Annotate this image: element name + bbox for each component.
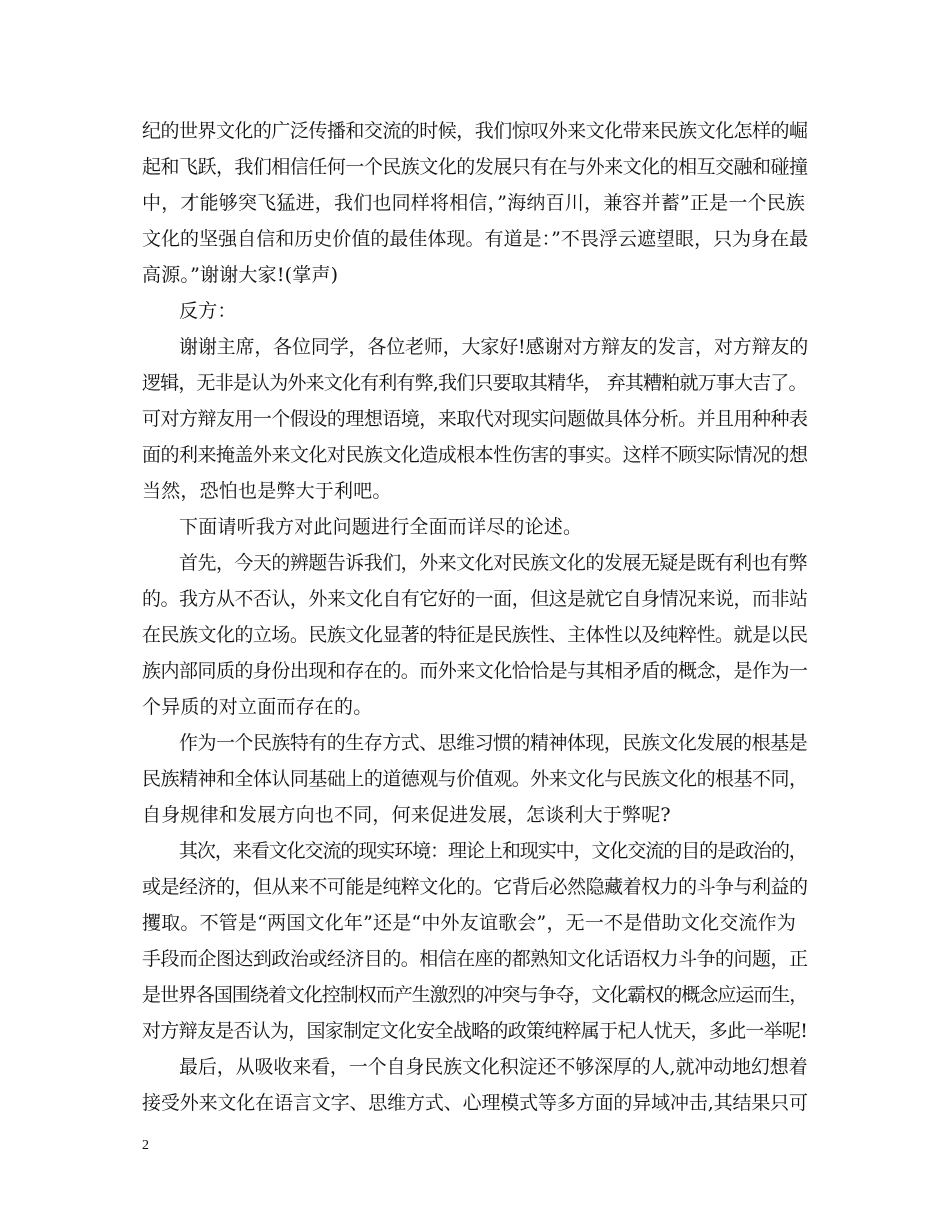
text-line: 首先，今天的辨题告诉我们，外来文化对民族文化的发展无疑是既有利也有弊 xyxy=(179,552,808,574)
text-line: 谢谢主席，各位同学，各位老师，大家好!感谢对方辩友的发言，对方辩友的 xyxy=(179,336,809,358)
text-line: 手段而企图达到政治或经济目的。相信在座的都熟知文化话语权力斗争的问题，正 xyxy=(142,948,808,970)
text-line: 对方辩友是否认为，国家制定文化安全战略的政策纯粹属于杞人忧天，多此一举呢! xyxy=(142,1020,808,1042)
text-line: 自身规律和发展方向也不同，何来促进发展，怎谈利大于弊呢? xyxy=(142,804,671,826)
text-line: 接受外来文化在语言文字、思维方式、心理模式等多方面的异域冲击,其结果只可 xyxy=(142,1092,808,1114)
text-line: 起和飞跃，我们相信任何一个民族文化的发展只有在与外来文化的相互交融和碰撞 xyxy=(142,156,808,178)
text-line: 或是经济的，但从来不可能是纯粹文化的。它背后必然隐藏着权力的斗争与利益的 xyxy=(142,876,808,898)
speaker-label: 反方： xyxy=(179,300,237,322)
text-line: 个异质的对立面而存在的。 xyxy=(142,696,373,718)
text-line: 可对方辩友用一个假设的理想语境，来取代对现实问题做具体分析。并且用种种表 xyxy=(142,408,808,430)
text-line: 其次，来看文化交流的现实环境：理论上和现实中，文化交流的目的是政治的， xyxy=(179,840,807,862)
text-line: 文化的坚强自信和历史价值的最佳体现。有道是：”不畏浮云遮望眼，只为身在最 xyxy=(142,228,809,250)
text-line: 是世界各国围绕着文化控制权而产生激烈的冲突与争夺，文化霸权的概念应运而生， xyxy=(142,984,808,1006)
text-line: 的。我方从不否认，外来文化自有它好的一面，但这是就它自身情况来说，而非站 xyxy=(142,588,808,610)
text-line: 攫取。不管是“两国文化年”还是“中外友谊歌会”，无一不是借助文化交流作为 xyxy=(142,912,797,934)
text-line: 面的利来掩盖外来文化对民族文化造成根本性伤害的事实。这样不顾实际情况的想 xyxy=(142,444,808,466)
text-line: 民族精神和全体认同基础上的道德观与价值观。外来文化与民族文化的根基不同， xyxy=(142,768,808,790)
text-line: 下面请听我方对此问题进行全面而详尽的论述。 xyxy=(179,516,583,538)
text-line: 最后，从吸收来看，一个自身民族文化积淀还不够深厚的人,就冲动地幻想着 xyxy=(179,1056,808,1078)
text-line: 纪的世界文化的广泛传播和交流的时候，我们惊叹外来文化带来民族文化怎样的崛 xyxy=(142,120,808,142)
text-line: 当然，恐怕也是弊大于利吧。 xyxy=(142,480,392,502)
text-line: 在民族文化的立场。民族文化显著的特征是民族性、主体性以及纯粹性。就是以民 xyxy=(142,624,808,646)
text-line: 高源。”谢谢大家!(掌声) xyxy=(142,264,339,286)
text-line: 中，才能够突飞猛进，我们也同样将相信，”海纳百川，兼容并蓄”正是一个民族 xyxy=(142,192,806,214)
text-line: 族内部同质的身份出现和存在的。而外来文化恰恰是与其相矛盾的概念，是作为一 xyxy=(142,660,808,682)
text-line: 作为一个民族特有的生存方式、思维习惯的精神体现，民族文化发展的根基是 xyxy=(179,732,808,754)
page-number: 2 xyxy=(142,1138,149,1153)
text-line: 逻辑，无非是认为外来文化有利有弊,我们只要取其精华， 弃其糟粕就万事大吉了。 xyxy=(142,372,807,394)
